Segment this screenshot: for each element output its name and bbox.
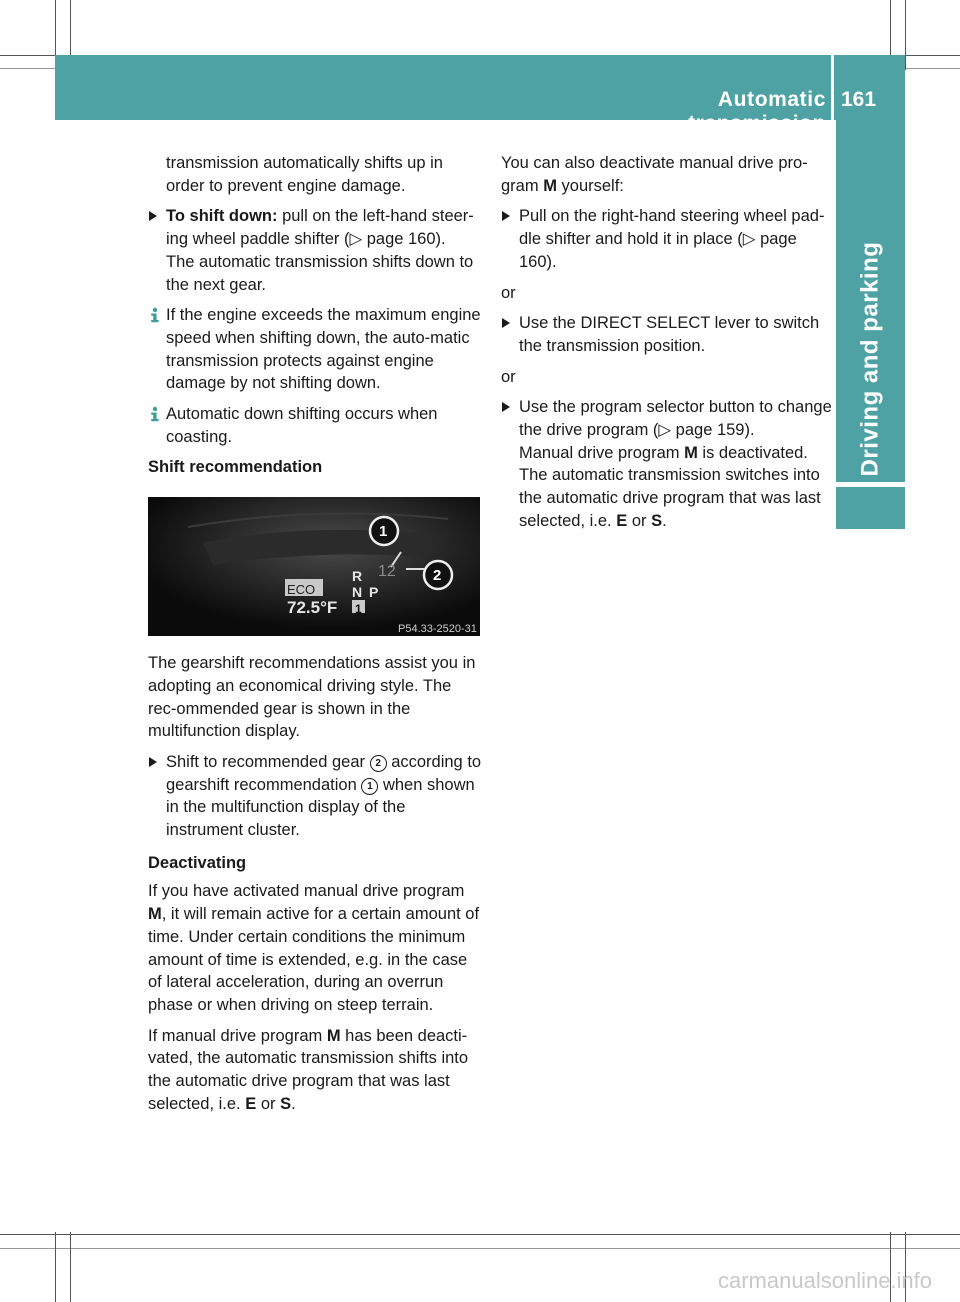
or-separator: or	[501, 283, 516, 302]
step-text: Use the program selector button to change the drive program (▷ page 159).	[519, 398, 832, 440]
step-arrow-icon	[502, 318, 510, 328]
section-heading: Shift recommendation	[148, 458, 323, 477]
callout-ref-2: 2	[370, 755, 387, 772]
watermark: carmanualsonline.info	[718, 1268, 933, 1293]
eco-indicator: ECO	[287, 582, 316, 598]
crop-mark	[70, 1232, 71, 1302]
paragraph: transmission automatically shifts up in order to prevent engine damage.	[166, 154, 443, 195]
step-arrow-icon	[149, 211, 157, 221]
step-label: To shift down:	[166, 207, 278, 226]
gear-n: N	[352, 584, 363, 601]
info-icon	[148, 406, 162, 422]
step-arrow-icon	[502, 211, 510, 221]
step-arrow-icon	[502, 402, 510, 412]
step-text: Shift to recommended gear	[166, 752, 370, 771]
or-separator: or	[501, 367, 516, 386]
section-heading: Deactivating	[148, 853, 247, 872]
recommended-gear: 12	[378, 563, 396, 581]
crop-mark	[55, 1232, 56, 1302]
callout-ref-1: 1	[361, 778, 378, 795]
instruction-step	[148, 751, 482, 842]
step-result: The automatic transmission shifts down to the next gear.	[166, 252, 474, 294]
text: is deactivated.	[697, 443, 808, 462]
text: yourself:	[556, 176, 624, 195]
right-column	[501, 152, 835, 541]
text: , it will remain active for a certain amount of time. Under certain conditions the minimum amount of time is extended, e.g. in the case of lateral acceleration, during an overrun phase or when driving on steep terrain.	[148, 905, 480, 1014]
paragraph	[148, 880, 482, 1016]
callout-2: 2	[433, 567, 442, 585]
side-tab-marker	[836, 487, 905, 529]
instruction-step	[501, 396, 835, 532]
text: .	[291, 1094, 296, 1113]
side-tab-label: Driving and parking	[856, 241, 883, 477]
text: You can also deactivate manual drive pro-gram	[501, 154, 808, 195]
gear-r: R	[352, 568, 363, 585]
paragraph	[501, 152, 835, 197]
program-m: M	[543, 176, 557, 195]
step-text: Pull on the right-hand steering wheel pad-dle shifter and hold it in place (▷ page 160).	[519, 207, 825, 271]
instruction-step	[501, 312, 835, 357]
step-text: according to gearshift recommendation	[166, 752, 482, 794]
text: .	[662, 511, 667, 530]
outside-temperature: 72.5°F	[287, 598, 338, 618]
figure-code: P54.33-2520-31	[398, 623, 477, 636]
info-note	[148, 304, 482, 395]
text: Manual drive program	[519, 443, 685, 462]
note-text: If the engine exceeds the maximum engine speed when shifting down, the auto-matic transmission protects against engine damage by not shifting down.	[166, 306, 481, 393]
step-text: Use the DIRECT SELECT lever to switch the transmission position.	[519, 314, 820, 355]
header-divider	[831, 55, 834, 120]
left-column	[148, 152, 482, 1124]
text: has been deacti-vated, the automatic transmission shifts into the automatic drive program that was last selected, i.e.	[148, 1026, 469, 1113]
program-m: M	[326, 1026, 341, 1045]
info-note	[148, 403, 482, 448]
program-m: M	[684, 443, 698, 462]
current-gear: 1	[355, 602, 362, 617]
program-e: E	[245, 1094, 257, 1113]
gear-p: P	[369, 584, 379, 601]
instrument-cluster-figure	[148, 497, 480, 636]
note-text: Automatic down shifting occurs when coasting.	[166, 405, 438, 446]
program-m: M	[148, 905, 162, 924]
program-s: S	[280, 1094, 292, 1113]
instruction-step	[148, 205, 482, 296]
text: or	[627, 511, 652, 530]
info-icon	[148, 307, 162, 323]
step-text: pull on the left-hand steer-ing wheel paddle shifter (▷ page 160).	[166, 207, 474, 249]
crop-mark	[0, 1248, 960, 1249]
paragraph: The gearshift recommendations assist you in adopting an economical driving style. The rec-ommended gear is shown in the multifunction display.	[148, 654, 476, 741]
text: If you have activated manual drive program	[148, 882, 465, 901]
text: The automatic transmission switches into the automatic drive program that was last selected, i.e.	[519, 466, 821, 530]
crop-mark	[905, 0, 906, 70]
crop-mark	[0, 1234, 960, 1235]
callout-1: 1	[379, 523, 388, 541]
text: If manual drive program	[148, 1026, 327, 1045]
paragraph	[148, 1025, 482, 1116]
instruction-step	[501, 205, 835, 273]
program-s: S	[651, 511, 663, 530]
step-text: when shown in the multifunction display of the instrument cluster.	[166, 775, 475, 840]
page-number: 161	[841, 88, 877, 111]
chapter-title: Automatic transmission	[688, 88, 826, 135]
program-e: E	[616, 511, 628, 530]
text: or	[256, 1094, 281, 1113]
step-arrow-icon	[149, 757, 157, 767]
